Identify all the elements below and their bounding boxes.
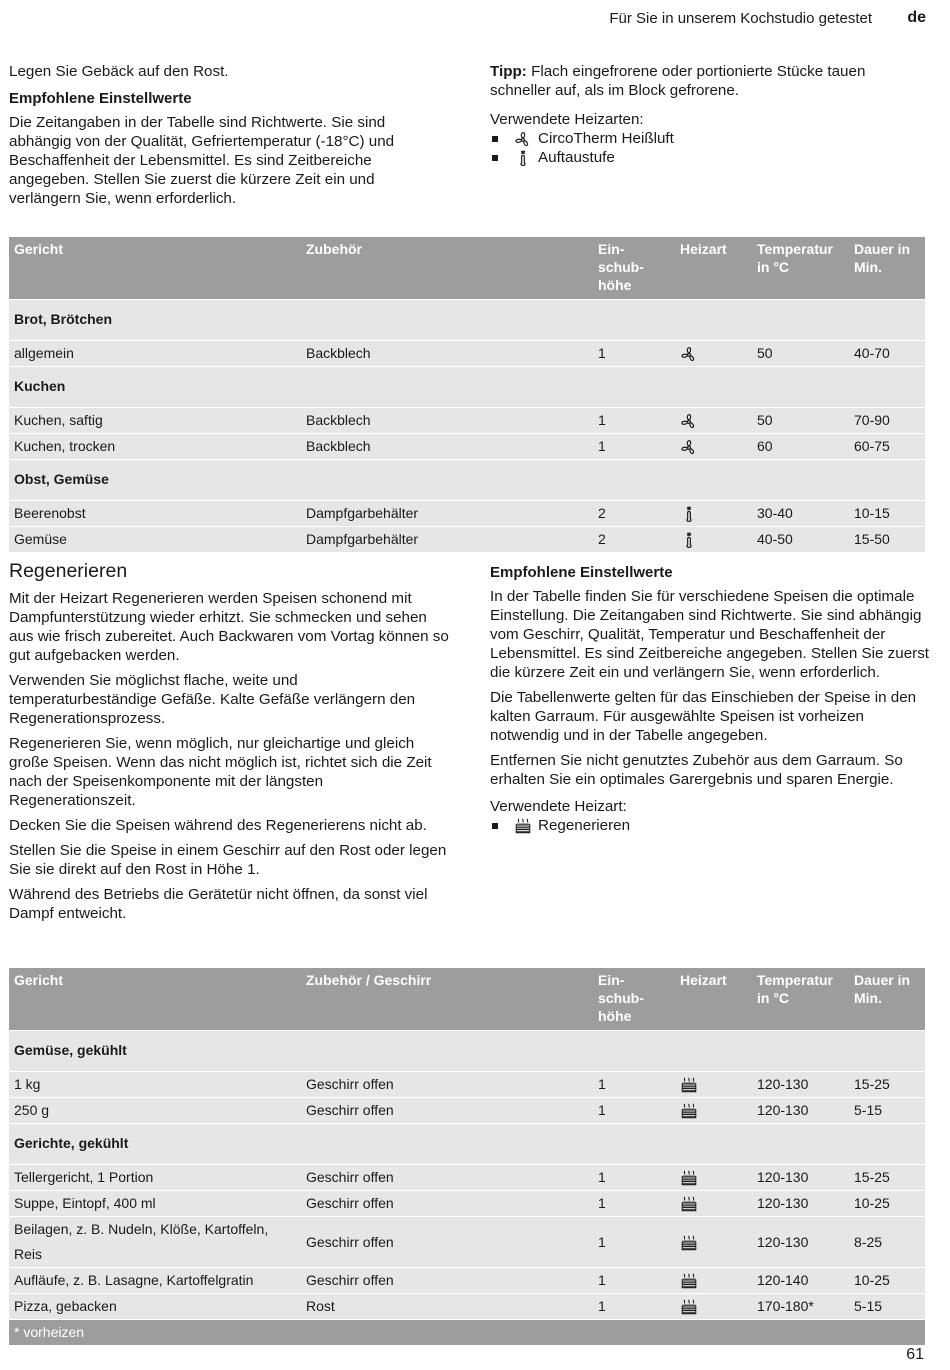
page-header [0,8,950,32]
group-title: Gemüse, gekühlt [9,1031,925,1072]
heating-mode-item [490,148,930,167]
column-header: Heizart [675,237,752,300]
table-row [9,1072,925,1098]
dish-cell: Gemüse [9,527,301,553]
temperature-cell: 120-130 [752,1072,849,1098]
column-header: Gericht [9,237,301,300]
temperature-cell: 50 [752,408,849,434]
heating-mode-cell [675,1217,752,1268]
duration-cell: 70-90 [849,408,925,434]
duration-cell: 40-70 [849,341,925,367]
group-title: Kuchen [9,367,925,408]
accessory-cell: Backblech [301,408,593,434]
heating-mode-cell [675,501,752,527]
heating-mode-name: CircoTherm Heißluft [538,130,674,147]
settings-text: Die Zeitangaben in der Tabelle sind Richtwerte. Sie sind abhängig von der Qualität, Gefriertemperatur (-18°C) und Beschaffenheit der Lebensmittel. Es sind Zeitbereiche angegeben. Stellen Sie zuerst die kürzere Zeit ein und verlängern Sie, wenn erforderlich. [9,114,395,207]
header-title: Für Sie in unserem Kochstudio getestet [609,10,872,27]
column-header: Dauer in Min. [849,237,925,300]
duration-cell: 15-50 [849,527,925,553]
duration-cell: 5-15 [849,1098,925,1124]
accessory-cell: Rost [301,1294,593,1320]
paragraph: Während des Betriebs die Gerätetür nicht öffnen, da sonst viel Dampf entweicht. [9,886,428,922]
level-cell: 1 [593,1217,675,1268]
section-title: Regenerieren [9,560,128,582]
regenerate-icon [680,1195,698,1211]
duration-cell: 15-25 [849,1072,925,1098]
temperature-cell: 120-130 [752,1217,849,1268]
dish-cell: Tellergericht, 1 Portion [9,1165,301,1191]
temperature-cell: 30-40 [752,501,849,527]
accessory-cell: Geschirr offen [301,1217,593,1268]
temperature-cell: 40-50 [752,527,849,553]
defrost-table [9,237,925,552]
column-header: Zubehör [301,237,593,300]
bullet-square [492,136,498,142]
heating-mode-cell [675,434,752,460]
heating-mode-cell [675,1268,752,1294]
heating-mode-cell [675,341,752,367]
table-row [9,1165,925,1191]
temperature-cell: 60 [752,434,849,460]
dish-cell: Kuchen, trocken [9,434,301,460]
heating-modes-label: Verwendete Heizarten: [490,111,644,128]
paragraph: Entfernen Sie nicht genutztes Zubehör aus dem Garraum. So erhalten Sie ein optimales Garergebnis und sparen Energie. [490,752,903,788]
level-cell: 1 [593,1098,675,1124]
accessory-cell: Geschirr offen [301,1191,593,1217]
column-header: Temperatur in °C [752,237,849,300]
heating-modes-list [490,129,930,167]
regenerate-icon [680,1076,698,1092]
heating-mode-item [490,816,930,835]
column-header: Dauer in Min. [849,968,925,1031]
level-cell: 2 [593,527,675,553]
heating-mode-cell [675,1294,752,1320]
tip-label: Tipp: [490,63,527,80]
group-row [9,460,925,501]
page-number: 61 [906,1346,924,1363]
temperature-cell: 120-130 [752,1165,849,1191]
duration-cell: 10-15 [849,501,925,527]
heating-mode-item [490,129,930,148]
dish-cell: Aufläufe, z. B. Lasagne, Kartoffelgratin [9,1268,301,1294]
language-code: de [907,9,926,26]
defrost-icon [514,148,532,167]
column-header: Heizart [675,968,752,1031]
dish-cell: Kuchen, saftig [9,408,301,434]
table-row [9,341,925,367]
level-cell: 1 [593,1191,675,1217]
heating-mode-cell [675,1165,752,1191]
intro-left [9,62,449,214]
table-row [9,1191,925,1217]
paragraph: In der Tabelle finden Sie für verschiedene Speisen die optimale Einstellung. Die Zeitangaben sind Richtwerte. Sie sind abhängig vom Geschirr, Qualität, Temperatur und Beschaffenheit der Lebensmittel. Es sind Zeitbereiche angegeben. Stellen Sie zuerst die kürzere Zeit ein und verlängern Sie, wenn erforderlich. [490,588,930,681]
bullet-square [492,155,498,161]
duration-cell: 60-75 [849,434,925,460]
paragraph: Mit der Heizart Regenerieren werden Speisen schonend mit Dampfunterstützung wieder erhitzt. Sie schmecken und sehen aus wie frisch zubereitet. Auch Backwaren vom Vortag können so gut aufgebacken werden. [9,590,449,664]
heating-mode-cell [675,1072,752,1098]
level-cell: 1 [593,434,675,460]
group-title: Obst, Gemüse [9,460,925,501]
footnote: * vorheizen [9,1320,925,1346]
regenerate-settings [490,563,930,835]
regenerate-paragraphs [9,589,449,923]
heating-mode-cell [675,408,752,434]
table-header-row [9,237,925,300]
table-header-row [9,968,925,1031]
column-header: Zubehör / Geschirr [301,968,593,1031]
regenerate-icon [680,1272,698,1288]
dish-cell: 1 kg [9,1072,301,1098]
regenerate-section [9,562,449,929]
paragraph: Stellen Sie die Speise in einem Geschirr auf den Rost oder legen Sie sie direkt auf den Rost in Höhe 1. [9,842,447,878]
accessory-cell: Dampfgarbehälter [301,527,593,553]
paragraph: Decken Sie die Speisen während des Regenerierens nicht ab. [9,817,427,834]
level-cell: 1 [593,341,675,367]
dish-cell: Suppe, Eintopf, 400 ml [9,1191,301,1217]
accessory-cell: Geschirr offen [301,1098,593,1124]
fan-icon [680,345,698,361]
table-row [9,434,925,460]
heating-mode-name: Regenerieren [538,817,631,834]
group-row [9,367,925,408]
regenerate-table [9,968,925,1345]
duration-cell: 8-25 [849,1217,925,1268]
heating-mode-cell [675,1191,752,1217]
regenerate-icon [680,1298,698,1314]
intro-right [490,62,930,167]
temperature-cell: 170-180* [752,1294,849,1320]
bullet-square [492,823,498,829]
temperature-cell: 120-140 [752,1268,849,1294]
accessory-cell: Geschirr offen [301,1268,593,1294]
fan-icon [680,412,698,428]
regenerate-icon [680,1234,698,1250]
regenerate-icon [514,816,532,835]
dish-cell: allgemein [9,341,301,367]
fan-icon [514,129,532,148]
table-row [9,527,925,553]
heating-mode-cell [675,527,752,553]
settings-heading: Empfohlene Einstellwerte [9,90,192,107]
paragraph: Regenerieren Sie, wenn möglich, nur gleichartige und gleich große Speisen. Wenn das nicht möglich ist, richtet sich die Zeit nach der Speisenkomponente mit der längsten Regenerationszeit. [9,735,432,809]
defrost-icon [680,531,698,547]
column-header: Gericht [9,968,301,1031]
temperature-cell: 120-130 [752,1098,849,1124]
regenerate-icon [680,1102,698,1118]
duration-cell: 10-25 [849,1268,925,1294]
defrost-icon [680,505,698,521]
accessory-cell: Backblech [301,434,593,460]
table-row [9,1098,925,1124]
regenerate-icon [680,1169,698,1185]
settings-paragraphs [490,587,930,789]
accessory-cell: Geschirr offen [301,1165,593,1191]
duration-cell: 10-25 [849,1191,925,1217]
table-row [9,501,925,527]
heating-mode-cell [675,1098,752,1124]
column-header: Temperatur in °C [752,968,849,1031]
heating-mode-name: Auftaustufe [538,149,615,166]
settings-heading-2: Empfohlene Einstellwerte [490,564,673,581]
table-row [9,1294,925,1320]
footnote-row [9,1320,925,1346]
paragraph: Verwenden Sie möglichst flache, weite und temperaturbeständige Gefäße. Kalte Gefäße verlängern den Regenerationsprozess. [9,672,416,727]
table-row [9,1268,925,1294]
tip [490,62,930,100]
accessory-cell: Backblech [301,341,593,367]
temperature-cell: 50 [752,341,849,367]
level-cell: 1 [593,1165,675,1191]
accessory-cell: Geschirr offen [301,1072,593,1098]
group-row [9,300,925,341]
dish-cell: 250 g [9,1098,301,1124]
level-cell: 1 [593,1268,675,1294]
fan-icon [680,438,698,454]
intro-text: Legen Sie Gebäck auf den Rost. [9,63,229,80]
heating-mode-label: Verwendete Heizart: [490,798,627,815]
group-title: Brot, Brötchen [9,300,925,341]
table-row [9,408,925,434]
table-row [9,1217,925,1268]
duration-cell: 5-15 [849,1294,925,1320]
level-cell: 2 [593,501,675,527]
accessory-cell: Dampfgarbehälter [301,501,593,527]
tip-text: Flach eingefrorene oder portionierte Stücke tauen schneller auf, als im Block gefrorene. [490,63,866,99]
group-row [9,1124,925,1165]
dish-cell: Beerenobst [9,501,301,527]
level-cell: 1 [593,1072,675,1098]
dish-cell: Pizza, gebacken [9,1294,301,1320]
duration-cell: 15-25 [849,1165,925,1191]
temperature-cell: 120-130 [752,1191,849,1217]
column-header: Ein- schub- höhe [593,968,675,1031]
level-cell: 1 [593,1294,675,1320]
group-row [9,1031,925,1072]
dish-cell: Beilagen, z. B. Nudeln, Klöße, Kartoffeln, Reis [9,1217,301,1268]
group-title: Gerichte, gekühlt [9,1124,925,1165]
column-header: Ein- schub- höhe [593,237,675,300]
level-cell: 1 [593,408,675,434]
paragraph: Die Tabellenwerte gelten für das Einschieben der Speise in den kalten Garraum. Für ausgewählte Speisen ist vorheizen notwendig und in der Tabelle angegeben. [490,689,917,744]
